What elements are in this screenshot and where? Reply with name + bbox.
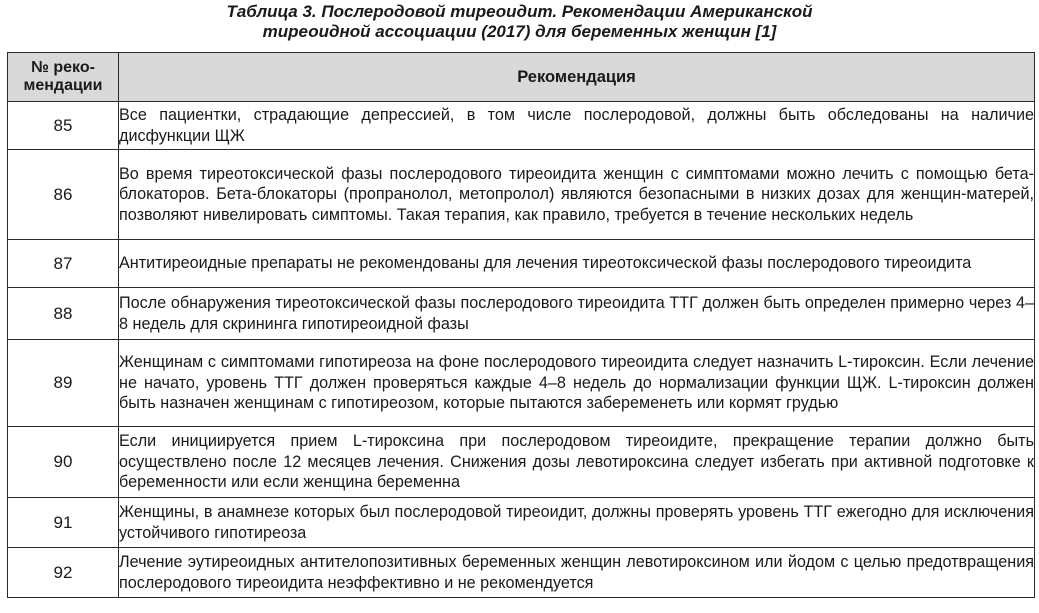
recommendations-table (7, 52, 1035, 598)
table-row (8, 498, 1035, 548)
row-number: 88 (8, 288, 119, 340)
row-number: 89 (8, 340, 119, 427)
row-recommendation: Лечение эутиреоидных антителопозитивных беременных женщин левотироксином или йодом с целью предотвращения послеродового тиреоидита неэффективно и не рекомендуется (119, 548, 1035, 598)
row-recommendation: После обнаружения тиреотоксической фазы послеродового тиреоидита ТТГ должен быть определен примерно через 4–8 недель для скрининга гипотиреоидной фазы (119, 288, 1035, 340)
table-row (8, 288, 1035, 340)
header-number (8, 53, 119, 102)
table-row (8, 240, 1035, 288)
table-row (8, 102, 1035, 150)
table-caption (0, 0, 1039, 46)
header-number-line-1: № реко- (31, 59, 95, 76)
row-recommendation: Если инициируется прием L-тироксина при послеродовом тиреоидите, прекращение терапии должно быть осуществлено после 12 месяцев лечения. Снижения дозы левотироксина следует избегать при активной подготовке к беременности или если женщина беременна (119, 427, 1035, 498)
row-recommendation: Все пациентки, страдающие депрессией, в том числе послеродовой, должны быть обследованы на наличие дисфункции ЩЖ (119, 102, 1035, 150)
row-recommendation: Женщины, в анамнезе которых был послеродовой тиреоидит, должны проверять уровень ТТГ ежегодно для исключения устойчивого гипотиреоза (119, 498, 1035, 548)
table-row (8, 150, 1035, 240)
row-number: 90 (8, 427, 119, 498)
row-number: 85 (8, 102, 119, 150)
table-row (8, 548, 1035, 598)
table-row (8, 340, 1035, 427)
row-recommendation: Во время тиреотоксической фазы послеродового тиреоидита женщин с симптомами можно лечить с помощью бета-блокаторов. Бета-блокаторы (пропранолол, метопролол) являются безопасными в низких дозах для женщин-матерей, позволяют нивелировать симптомы. Такая терапия, как правило, требуется в течение нескольких недель (119, 150, 1035, 240)
header-recommendation: Рекомендация (119, 53, 1035, 102)
table-row (8, 427, 1035, 498)
row-number: 87 (8, 240, 119, 288)
row-number: 91 (8, 498, 119, 548)
caption-line-2: тиреоидной ассоциации (2017) для беременных женщин [1] (262, 22, 777, 41)
row-number: 86 (8, 150, 119, 240)
header-number-line-2: мендации (23, 77, 103, 94)
row-number: 92 (8, 548, 119, 598)
row-recommendation: Антитиреоидные препараты не рекомендованы для лечения тиреотоксической фазы послеродового тиреоидита (119, 240, 1035, 288)
row-recommendation: Женщинам с симптомами гипотиреоза на фоне послеродового тиреоидита следует назначить L-тироксин. Если лечение не начато, уровень ТТГ должен проверяться каждые 4–8 недель до нормализации функции ЩЖ. L-тироксин должен быть назначен женщинам с гипотиреозом, которые пытаются забеременеть или кормят грудью (119, 340, 1035, 427)
caption-line-1: Таблица 3. Послеродовой тиреоидит. Рекомендации Американской (226, 2, 813, 21)
table-header-row (8, 53, 1035, 102)
